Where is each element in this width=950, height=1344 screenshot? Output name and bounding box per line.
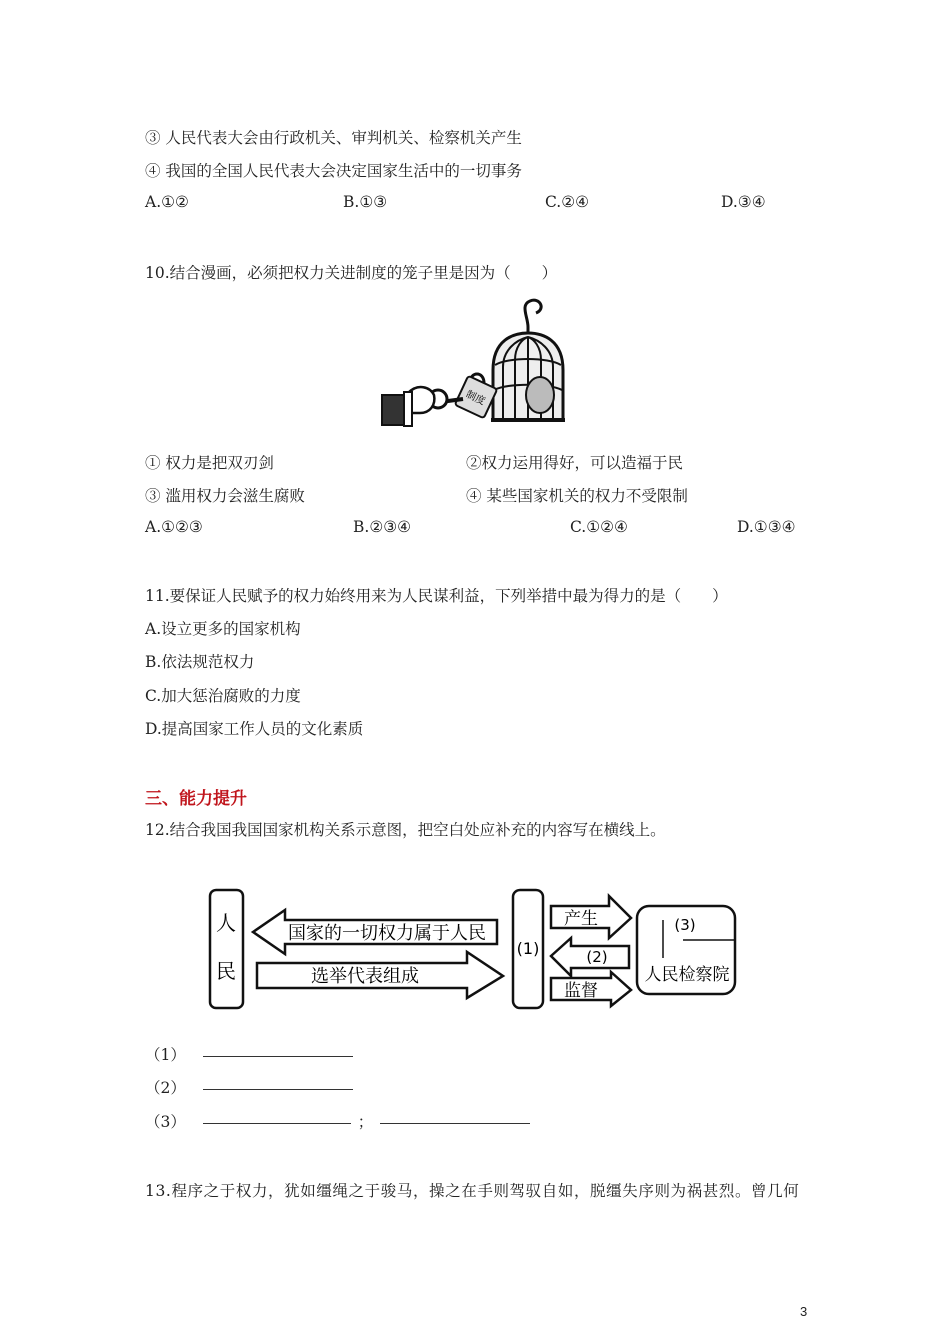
q11-option-a[interactable]: A.设立更多的国家机构 (145, 620, 301, 638)
answer-label-2: （2） (145, 1079, 186, 1097)
q9-option-c[interactable]: C.②④ (545, 193, 590, 211)
caged-figure (526, 377, 554, 413)
answer-blank-3a[interactable] (203, 1122, 351, 1124)
answer-row-2 (145, 1076, 353, 1098)
q9-option-d[interactable]: D.③④ (721, 193, 766, 211)
supervise-label: 监督 (564, 981, 598, 1001)
center-label: (1) (516, 939, 540, 958)
produce-label: 产生 (564, 909, 598, 929)
people-char-2: 民 (216, 959, 236, 983)
q10-item-3: ③ 滥用权力会滋生腐败 (145, 487, 305, 505)
q10-item-2: ②权力运用得好，可以造福于民 (466, 454, 684, 472)
q11-option-b[interactable]: B.依法规范权力 (145, 653, 255, 671)
q12-stem: 12.结合我国我国国家机构关系示意图，把空白处应补充的内容写在横线上。 (145, 821, 666, 839)
q11-option-d[interactable]: D.提高国家工作人员的文化素质 (145, 720, 364, 738)
cage-hook (525, 300, 541, 327)
q10-option-b[interactable]: B.②③④ (353, 518, 412, 536)
q10-option-c[interactable]: C.①②④ (570, 518, 628, 536)
arrow-top-label: 国家的一切权力属于人民 (288, 923, 486, 944)
q10-item-1: ① 权力是把双刃剑 (145, 454, 274, 472)
blank2-label: (2) (586, 948, 608, 966)
q10-option-a[interactable]: A.①②③ (145, 518, 203, 536)
people-char-1: 人 (216, 911, 236, 935)
state-organ-diagram (205, 880, 745, 1015)
answer-label-3: （3） (145, 1113, 186, 1131)
q9-item-3: ③ 人民代表大会由行政机关、审判机关、检察机关产生 (145, 129, 522, 147)
padlock-icon (455, 374, 498, 418)
q9-item-4: ④ 我国的全国人民代表大会决定国家生活中的一切事务 (145, 162, 522, 180)
answer-row-3 (145, 1110, 530, 1132)
q11-option-c[interactable]: C.加大惩治腐败的力度 (145, 687, 301, 705)
q10-option-d[interactable]: D.①③④ (737, 518, 796, 536)
answer-blank-2[interactable] (203, 1088, 353, 1090)
answer-blank-3b[interactable] (380, 1122, 530, 1124)
lock-label: 制度 (463, 389, 487, 408)
q10-stem: 10.结合漫画，必须把权力关进制度的笼子里是因为（ ） (145, 264, 558, 282)
power-cage-cartoon (378, 295, 578, 435)
q9-option-b[interactable]: B.①③ (343, 193, 388, 211)
page-number: 3 (800, 1304, 808, 1319)
q13-stem: 13.程序之于权力，犹如缰绳之于骏马，操之在手则驾驭自如，脱缰失序则为祸甚烈。曾几何 (145, 1182, 800, 1200)
procuratorate-label: 人民检察院 (644, 965, 730, 985)
people-box (210, 890, 243, 1008)
answer-separator: ； (357, 1113, 374, 1131)
answer-row-1 (145, 1043, 353, 1065)
hand-with-key (382, 387, 463, 426)
blank3-label: (3) (674, 916, 696, 934)
q10-item-4: ④ 某些国家机关的权力不受限制 (466, 487, 688, 505)
q11-stem: 11.要保证人民赋予的权力始终用来为人民谋利益，下列举措中最为得力的是（ ） (145, 587, 728, 605)
answer-label-1: （1） (145, 1046, 186, 1064)
q9-option-a[interactable]: A.①② (145, 193, 189, 211)
answer-blank-1[interactable] (203, 1055, 353, 1057)
arrow-bottom-label: 选举代表组成 (311, 966, 419, 987)
section-heading: 三、能力提升 (145, 789, 247, 809)
